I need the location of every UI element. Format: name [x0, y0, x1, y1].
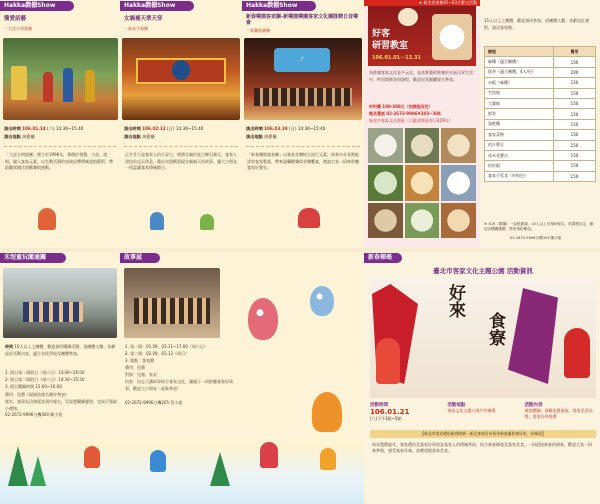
- course-name: 客家菜餅: [485, 130, 554, 140]
- hakka-show-logo: ♪: [274, 48, 330, 72]
- table-row: [485, 150, 596, 160]
- event-photo: [3, 268, 117, 338]
- event-place: 客家文化主題公園戶外廣場: [447, 408, 496, 413]
- story-line: 費用：免費: [125, 365, 145, 370]
- event-column-2: [120, 0, 242, 248]
- course-price: 150: [554, 98, 596, 108]
- event-tag: －大話方明說團: [4, 26, 32, 31]
- course-name: 擂茶: [485, 109, 554, 119]
- course-name: 麻糬（適合團體）: [485, 57, 554, 67]
- price-column: [480, 0, 600, 248]
- food-photo: [405, 165, 440, 200]
- audience-figures: [134, 298, 210, 324]
- child-illustration: [260, 442, 278, 468]
- event-tag: －新高手新團: [124, 26, 148, 31]
- workshop-title-block: [368, 6, 476, 66]
- table-row: [485, 98, 596, 108]
- child-illustration: [38, 208, 56, 230]
- event-date-label: 活動時間: [370, 403, 388, 408]
- section-header: 新春揮毫: [364, 253, 402, 263]
- food-photo: [405, 203, 440, 238]
- game-item: 2. 假日第二場假日（週六日）14:30~15:30: [5, 377, 85, 382]
- food-photo: [368, 165, 403, 200]
- table-row: [485, 161, 596, 171]
- workshop-dates: 106.01.01－12.31: [372, 55, 421, 61]
- calligraphy-decoration: [508, 288, 558, 384]
- child-illustration: [320, 448, 336, 470]
- performer-figure: [43, 72, 53, 102]
- event-date-block: [370, 402, 441, 422]
- course-price: 150: [554, 161, 596, 171]
- performer-figure: [85, 70, 95, 102]
- table-row: [485, 57, 596, 67]
- table-row: [485, 140, 596, 150]
- workshop-phone: 報名電話 02-2672-9996#303~304: [369, 111, 441, 116]
- event-photo: [122, 38, 240, 120]
- course-price: 150: [554, 88, 596, 98]
- workshop-fee: 材料費 100-300元（依課程而定）: [369, 104, 433, 109]
- event-place-block: [447, 402, 518, 422]
- section-header: Hakka戲棚Show: [120, 1, 194, 11]
- food-photo: [368, 128, 403, 163]
- event-photo: [244, 38, 362, 120]
- event-time: 演出時間 106.03.19 (日) 14:30~15:40: [246, 126, 326, 131]
- child-illustration: [84, 446, 100, 468]
- children-figures: [23, 302, 83, 322]
- divider: [4, 146, 116, 147]
- divider: [124, 146, 238, 147]
- section-header: Hakka戲棚Show: [242, 1, 316, 11]
- course-name: 客家小零食（材料包）: [485, 171, 554, 181]
- event-tag: －新樂園樂團: [246, 28, 270, 33]
- course-name: 大腸飯: [485, 98, 554, 108]
- course-name: 水粄（麻糬）: [485, 78, 554, 88]
- workshop-note: 新北市客家文化園區（示範菜餚是每日220份）: [369, 118, 453, 123]
- workshop-description: 為推廣客家文化並多元化，並落實藝術推廣於社區民眾生活中，特別開辦各項課程，歡迎民眾踴躍報名參加。: [369, 70, 473, 82]
- course-price: 150: [554, 130, 596, 140]
- table-row: [485, 109, 596, 119]
- event-title: 新春樂園客家團-新樂園樂團客家文化團隊精日音樂會: [246, 14, 359, 26]
- performer-figure: [63, 68, 73, 102]
- table-row: [485, 67, 596, 77]
- corner-note: ★ 新北客家館01~03月藝文活動: [364, 0, 480, 6]
- top-panel: [0, 0, 600, 248]
- event-date-sub: (六)下午1點~5點: [370, 416, 402, 421]
- food-gallery: [368, 128, 476, 238]
- workshop-title-1: 好客: [372, 29, 391, 39]
- game-item: 1. 假日第一場假日（週六日）14:00~15:00: [5, 370, 85, 375]
- workshop-title-2: 研習教室: [372, 41, 409, 51]
- park-event-title: 臺北市客家文化主題公園 活動資訊: [433, 267, 533, 275]
- event-place: 演出地點 演藝廳: [246, 134, 277, 139]
- child-illustration: [150, 212, 164, 230]
- event-content-block: [525, 402, 596, 422]
- table-row: [485, 88, 596, 98]
- event-content-label: 活動內容: [524, 403, 543, 408]
- event-photo: [3, 38, 118, 120]
- story-line: 對象：兒童、家長: [125, 372, 157, 377]
- character-illustration: [564, 328, 590, 378]
- park-event-column: [364, 252, 600, 504]
- event-title: 簡愛話藝: [4, 16, 27, 22]
- table-row: [485, 171, 596, 181]
- course-name: 粢粑糬: [485, 119, 554, 129]
- child-illustration: [298, 208, 320, 228]
- course-name: 冰米花寶貝: [485, 150, 554, 160]
- course-name: 擂茶（適合團體，4人/份）: [485, 67, 554, 77]
- section-header: Hakka戲棚Show: [0, 1, 74, 11]
- event-column-3: [242, 0, 364, 248]
- event-description: 「新春樂園客家團」以客家音樂結合流行元素，演奏多首耳熟能詳的客家歌謠，帶來溫馨歡樂的音樂饗宴，邀請大家一同來聆聽客家好聲音。: [247, 152, 359, 171]
- food-photo: [405, 128, 440, 163]
- food-photo: [441, 203, 476, 238]
- event-date: 106.01.21: [370, 408, 410, 416]
- poster-text: 好來: [445, 284, 465, 318]
- puppet-figure: [172, 60, 190, 80]
- course-price: 200: [554, 67, 596, 77]
- food-photo: [441, 128, 476, 163]
- balloon-illustration: [248, 298, 278, 340]
- story-line: 2. 第二場：02.09、03.12（周日）: [125, 351, 189, 356]
- event-content: 揮毫體驗、春聯免費索取、客家美食品嚐、客家好料推薦: [524, 408, 593, 419]
- event-body: 每年農曆過年，客家禮俗及客家好料皆是客家人的傳統習俗，結合新春揮毫及客家美食，一同迎接新春的到來，歡迎大家一同來參與，感受客家年味，品嚐道地客家美食。: [372, 442, 592, 454]
- story-line: 內容：由志工講故事結合客家文化，讓親子一同聆聽客家好故事，歡迎大小朋友一起來參加！: [125, 379, 233, 391]
- tree-illustration: [8, 446, 28, 486]
- mascot-icon: [398, 8, 418, 26]
- table-row: [485, 78, 596, 88]
- game-item: 3. 假日闖關時間 15:00~16:00: [5, 384, 62, 389]
- event-info-row: [370, 402, 596, 422]
- group-intro: 15人以上之團體，歡迎預約參加，依團體人數、年齡設計課程，請洽客家館。: [484, 18, 590, 30]
- event-place: 演出地點 演藝廳: [124, 134, 155, 139]
- character-illustration: [376, 338, 400, 384]
- bottom-panel: [0, 252, 600, 504]
- event-title: 女媧補天翠天穿: [124, 16, 163, 22]
- table-header-cell: 費用: [554, 47, 596, 57]
- workshop-column: [364, 0, 480, 248]
- divider: [246, 146, 360, 147]
- event-description: 「大話方明說團」創立於1996年，專精於相聲、小品、說唱，融入客家元素，以生動活潑的表演詮釋傳統說唱藝術，帶給觀眾無比的歡樂與感動。: [5, 152, 113, 171]
- game-time-text: 時間 15人以上之團體，歡迎預約闖關活動，依團體人數、年齡設計活動內容，適合各級學校及團體參加。: [5, 344, 116, 356]
- course-price: 150: [554, 150, 596, 160]
- course-price: 150: [554, 109, 596, 119]
- table-header-row: [485, 47, 596, 57]
- table-row: [485, 130, 596, 140]
- game-phone: 02-2672-9996分機304 陳小姐: [5, 412, 63, 417]
- course-price: 150: [554, 140, 596, 150]
- event-poster: [370, 278, 596, 398]
- section-header: 故事屋: [120, 253, 160, 263]
- section-header: 禾埕童玩闖通關: [0, 253, 66, 263]
- child-illustration: [312, 392, 342, 432]
- table-header-cell: 課程: [485, 47, 554, 57]
- price-table: [484, 46, 596, 182]
- event-place: 演出地點 演藝廳: [4, 134, 35, 139]
- balloon-illustration: [310, 286, 334, 316]
- table-footer: ※ 本表（限購）一說根據課，15人以上可預約報名，依課程訂定，歡迎各機關團體、學校預約參加。: [484, 222, 594, 232]
- course-price: 150: [554, 171, 596, 181]
- orchestra-figures: [254, 88, 352, 106]
- tree-illustration: [210, 452, 230, 486]
- food-photo: [441, 165, 476, 200]
- event-description: 正月廿日是客家人的天穿日，相傳女媧於此日煉石補天，客家人習俗於這天休息，藉由布袋戲重現女媧補天的故事，讓大小朋友一同認識客家傳統節日。: [125, 152, 237, 171]
- story-line: 3. 地點：客家館: [125, 358, 155, 363]
- banner-decoration: [11, 66, 27, 100]
- snow-ground: [0, 442, 364, 504]
- story-contact: 02-2672-9996分機205 蔡小姐: [125, 400, 183, 405]
- course-price: 150: [554, 78, 596, 88]
- game-fee: 費用：免費（現場依報名順序參加）: [5, 392, 69, 397]
- child-illustration: [150, 450, 166, 472]
- course-price: 150: [554, 57, 596, 67]
- event-photo: [124, 268, 220, 338]
- course-name: 桔紅粄: [485, 161, 554, 171]
- course-name: 竹筒飯: [485, 88, 554, 98]
- event-column-1: [0, 0, 120, 248]
- child-illustration: [200, 214, 214, 230]
- food-photo: [368, 203, 403, 238]
- table-footer-phone: 02-2672-9996分機303 陳小姐: [510, 236, 562, 240]
- table-row: [485, 119, 596, 129]
- story-line: 1. 第一場：01.09、03.11~17:00（周六日）: [125, 344, 208, 349]
- event-time: 演出時間 106.02.12 (日) 14:30~15:40: [124, 126, 204, 131]
- game-apply: 報名：請事先洽詢電話預約報名，另設置闖關護照，完成可領取小禮物。: [5, 399, 117, 411]
- course-price: 150: [554, 119, 596, 129]
- poster-text: 食寮: [485, 312, 505, 346]
- tree-illustration: [30, 456, 46, 486]
- course-name: 桔汁寶貝: [485, 140, 554, 150]
- event-time: 演出時間 106.01.14 (六) 14:30~15:40: [4, 126, 84, 131]
- event-note: 【新北市客家禮俗新春時節－新北客家好米招待新春讓你來好吃、好味道】: [370, 430, 596, 438]
- food-photo: [432, 14, 472, 60]
- event-place-label: 活動地點: [447, 403, 466, 408]
